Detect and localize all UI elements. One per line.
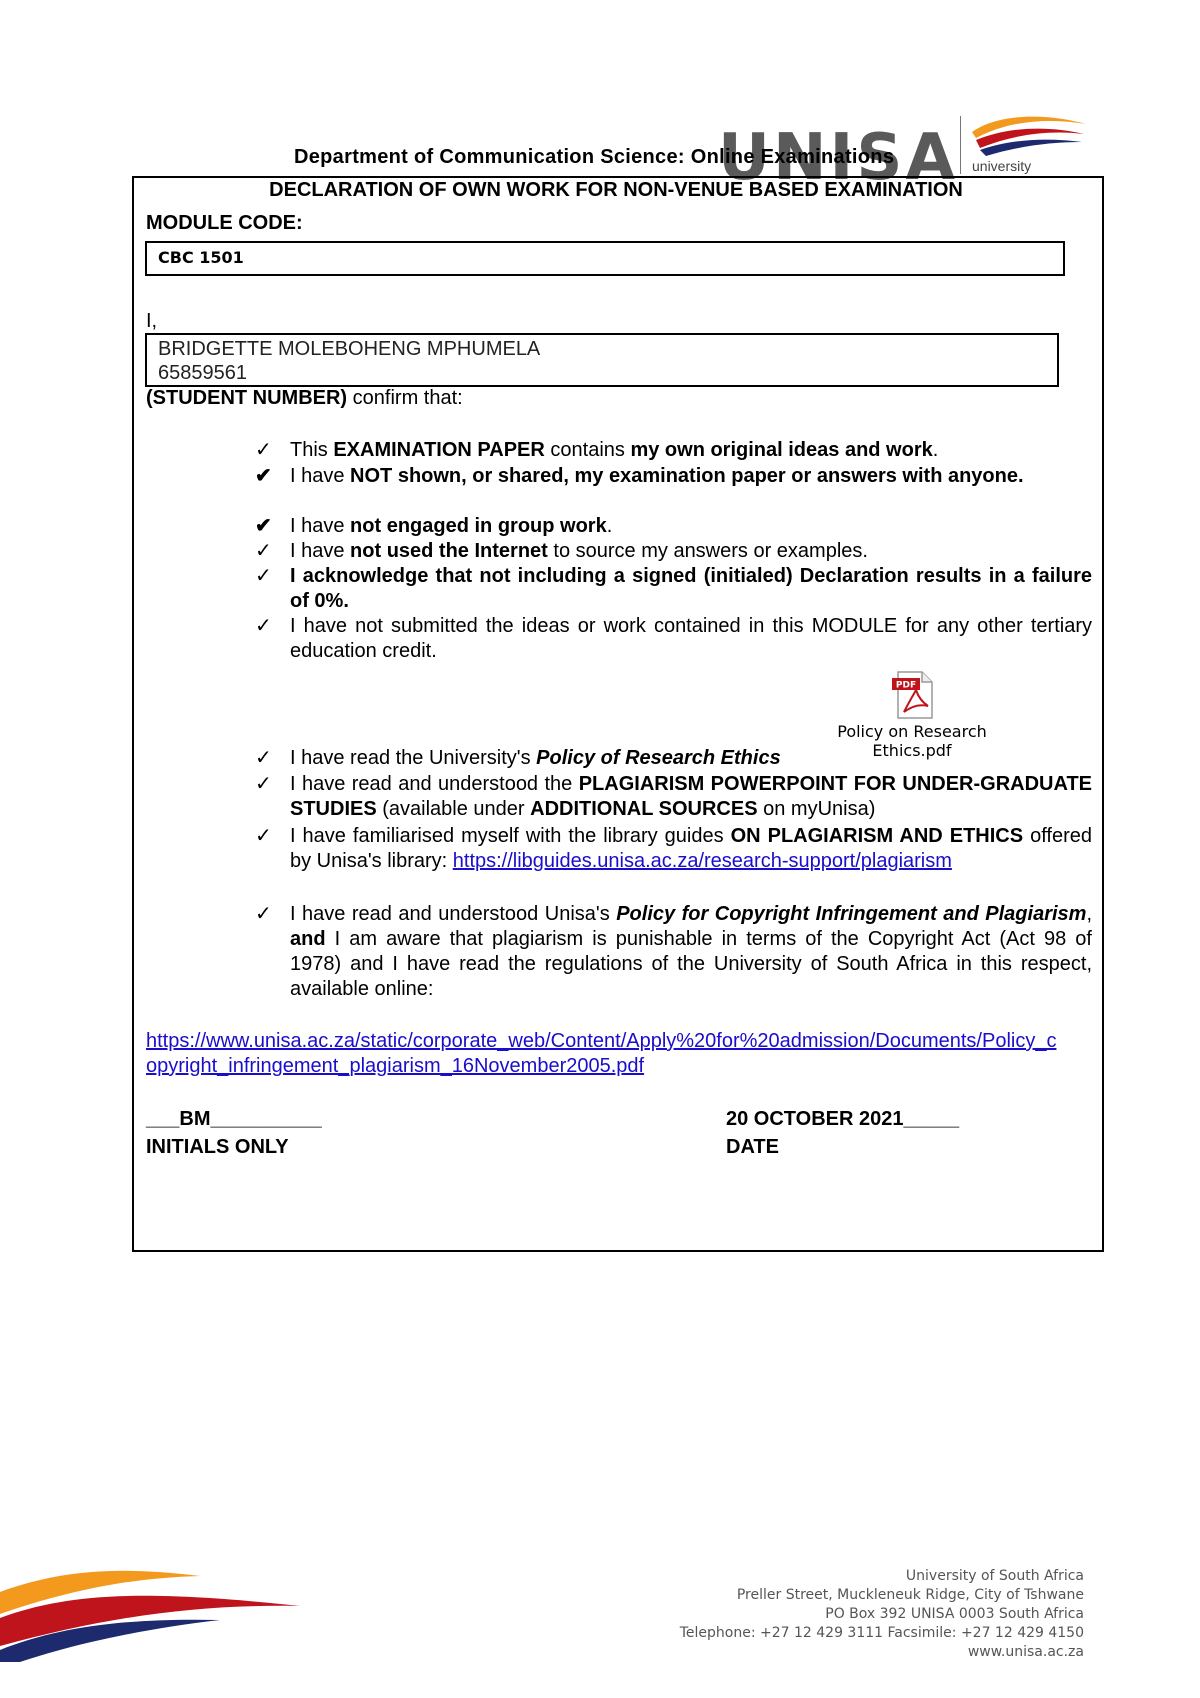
libguides-link[interactable]: https://libguides.unisa.ac.za/research-support/plagiarism bbox=[452, 850, 952, 872]
department-heading: Department of Communication Science: Online Examinations bbox=[294, 146, 895, 168]
student-name: BRIDGETTE MOLEBOHENG MPHUMELA bbox=[158, 338, 541, 360]
student-number: 65859561 bbox=[158, 362, 247, 384]
date-value: 20 OCTOBER 2021_____ bbox=[726, 1108, 960, 1130]
footer-website[interactable]: www.unisa.ac.za bbox=[967, 1644, 1084, 1660]
footer-line: University of South Africa bbox=[905, 1568, 1084, 1584]
module-code-value: CBC 1501 bbox=[158, 248, 244, 267]
check-icon: ✓ bbox=[255, 540, 272, 562]
check-icon: ✓ bbox=[255, 615, 272, 637]
pdf-attachment[interactable] bbox=[832, 670, 992, 760]
check-icon: ✓ bbox=[255, 747, 272, 769]
initials-value: ___BM__________ bbox=[146, 1108, 322, 1130]
check-icon: ✓ bbox=[255, 565, 272, 587]
pdf-attachment-label: Policy on Research Ethics.pdf bbox=[837, 722, 987, 760]
footer-line: Telephone: +27 12 429 3111 Facsimile: +27 12 429 4150 bbox=[679, 1625, 1084, 1641]
unisa-logo-word: UNISA bbox=[718, 121, 958, 195]
i-label: I, bbox=[146, 310, 158, 332]
declaration-list: ✓ This EXAMINATION PAPER contains my own original ideas and work. ✔ I have NOT shown, or shared, my examination paper or answers with anyone. ✔ I have not engaged in group work. ✓ I have not used the Internet to source my answers or examples. ✓ I acknowledge that not including a signed (initialed) Declaration results in a failure of 0%. ✓ I have not submitted the ideas or work contained in this MODULE for any other tertiary education credit. ✓ I have read the University's Policy of Research Ethics ✓ I have read and understood the PLAGIARISM POWERPOINT FOR UNDER-GRADUATE STUDIES (available under ADDITIONAL SOURCES on myUnisa) ✓ I have familiarised myself with the library guides ON PLAGIARISM AND ETHICS offered by Unisa's library: https://libguides.unisa.ac.za/research-support/plagiarism ✓ I have read and understood Unisa's Policy for Copyright Infringement and Plagiarism, and I am aware that plagiarism is punishable in terms of the Copyright Act (Act 98 of 1978) and I have read the regulations of the University of South Africa in this respect, available online: bbox=[255, 439, 1093, 1000]
check-icon: ✓ bbox=[255, 825, 272, 847]
check-icon: ✔ bbox=[255, 515, 272, 537]
footer-address bbox=[600, 1567, 1084, 1662]
footer-swoosh bbox=[0, 1562, 310, 1662]
confirm-text: confirm that: bbox=[352, 387, 463, 409]
check-icon: ✔ bbox=[255, 465, 272, 487]
copyright-policy-link[interactable]: https://www.unisa.ac.za/static/corporate_web/Content/Apply%20for%20admission/Documents/Policy_copyright_infringement_plagiarism_16November2005.pdf bbox=[146, 1030, 1057, 1077]
initials-label: INITIALS ONLY bbox=[146, 1136, 289, 1158]
student-number-label: (STUDENT NUMBER) bbox=[146, 387, 348, 409]
pdf-file-icon bbox=[888, 670, 938, 720]
date-label: DATE bbox=[726, 1136, 779, 1158]
module-code-label: MODULE CODE: bbox=[146, 212, 303, 234]
check-icon: ✓ bbox=[255, 439, 272, 461]
pdf-icon-badge: PDF bbox=[895, 680, 917, 691]
logo-subtitle: university bbox=[972, 158, 1032, 174]
declaration-title: DECLARATION OF OWN WORK FOR NON-VENUE BASED EXAMINATION bbox=[269, 179, 963, 201]
footer-line: PO Box 392 UNISA 0003 South Africa bbox=[825, 1606, 1084, 1622]
check-icon: ✓ bbox=[255, 903, 272, 925]
footer-line: Preller Street, Muckleneuk Ridge, City of Tshwane bbox=[736, 1587, 1084, 1603]
check-icon: ✓ bbox=[255, 773, 272, 795]
